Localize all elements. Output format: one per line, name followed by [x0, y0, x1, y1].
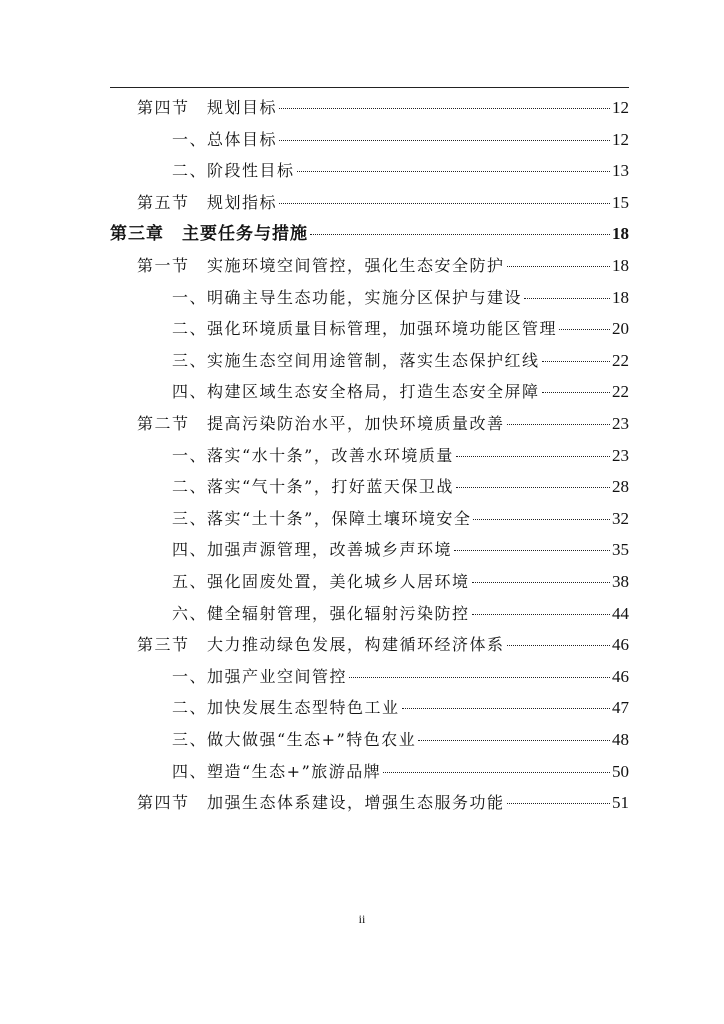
toc-entry-page: 18: [612, 256, 629, 275]
toc-entry-page: 35: [612, 540, 629, 559]
toc-dot-leader: [418, 740, 610, 741]
toc-dot-leader: [349, 677, 610, 678]
toc-entry-section[interactable]: [137, 93, 629, 123]
toc-entry-item[interactable]: [172, 567, 629, 597]
toc-entry-page: 22: [612, 351, 629, 370]
toc-entry-page: 44: [612, 604, 629, 623]
toc-entry-page: 12: [612, 130, 629, 149]
toc-entry-item[interactable]: [172, 504, 629, 534]
toc-dot-leader: [279, 108, 610, 109]
toc-dot-leader: [472, 582, 610, 583]
toc-entry-page: 32: [612, 509, 629, 528]
toc-entry-title: 第四节 规划目标: [137, 98, 278, 117]
toc-entry-title: 五、强化固废处置，美化城乡人居环境: [172, 572, 470, 591]
toc-entry-page: 23: [612, 414, 629, 433]
toc-entry-chapter[interactable]: [110, 219, 629, 249]
toc-entry-title: 三、做大做强“生态+”特色农业: [172, 730, 417, 749]
toc-dot-leader: [279, 203, 610, 204]
toc-entry-page: 23: [612, 446, 629, 465]
toc-dot-leader: [507, 645, 610, 646]
toc-entry-title: 三、落实“土十条”，保障土壤环境安全: [172, 509, 472, 528]
toc-entry-item[interactable]: [172, 757, 629, 787]
toc-entry-section[interactable]: [137, 188, 629, 218]
toc-dot-leader: [473, 519, 610, 520]
toc-dot-leader: [456, 487, 610, 488]
toc-entry-item[interactable]: [172, 725, 629, 755]
toc-dot-leader: [383, 772, 610, 773]
header-rule: [110, 87, 629, 88]
toc-entry-title: 一、加强产业空间管控: [172, 667, 348, 686]
toc-entry-title: 一、明确主导生态功能，实施分区保护与建设: [172, 288, 523, 307]
toc-entry-title: 一、总体目标: [172, 130, 278, 149]
toc-entry-page: 28: [612, 477, 629, 496]
toc-entry-page: 12: [612, 98, 629, 117]
toc-entry-title: 第一节 实施环境空间管控，强化生态安全防护: [137, 256, 505, 275]
toc-entry-title: 第四节 加强生态体系建设，增强生态服务功能: [137, 793, 505, 812]
toc-entry-item[interactable]: [172, 377, 629, 407]
toc-entry-page: 46: [612, 635, 629, 654]
toc-entry-item[interactable]: [172, 156, 629, 186]
toc-entry-section[interactable]: [137, 409, 629, 439]
toc-entry-page: 50: [612, 762, 629, 781]
toc-dot-leader: [507, 803, 610, 804]
toc-entry-title: 二、阶段性目标: [172, 161, 295, 180]
toc-entry-item[interactable]: [172, 346, 629, 376]
toc-entry-item[interactable]: [172, 535, 629, 565]
toc-entry-page: 51: [612, 793, 629, 812]
toc-dot-leader: [297, 171, 610, 172]
toc-entry-page: 38: [612, 572, 629, 591]
toc-entry-title: 第三节 大力推动绿色发展，构建循环经济体系: [137, 635, 505, 654]
toc-dot-leader: [559, 329, 610, 330]
toc-dot-leader: [524, 298, 610, 299]
toc-entry-section[interactable]: [137, 788, 629, 818]
toc-dot-leader: [454, 550, 610, 551]
toc-dot-leader: [542, 361, 610, 362]
toc-dot-leader: [456, 456, 610, 457]
toc-entry-page: 46: [612, 667, 629, 686]
toc-entry-title: 二、加快发展生态型特色工业: [172, 698, 400, 717]
toc-entry-item[interactable]: [172, 472, 629, 502]
toc-entry-title: 第三章 主要任务与措施: [110, 224, 308, 244]
toc-entry-item[interactable]: [172, 599, 629, 629]
toc-entry-item[interactable]: [172, 441, 629, 471]
toc-dot-leader: [402, 708, 610, 709]
toc-dot-leader: [507, 266, 610, 267]
toc-entry-title: 四、构建区域生态安全格局，打造生态安全屏障: [172, 382, 540, 401]
toc-dot-leader: [279, 140, 610, 141]
toc-entry-page: 22: [612, 382, 629, 401]
toc-entry-item[interactable]: [172, 283, 629, 313]
toc-entry-title: 四、塑造“生态+”旅游品牌: [172, 762, 382, 781]
toc-entry-section[interactable]: [137, 251, 629, 281]
toc-entry-title: 三、实施生态空间用途管制，落实生态保护红线: [172, 351, 540, 370]
toc-entry-section[interactable]: [137, 630, 629, 660]
toc-entry-page: 15: [612, 193, 629, 212]
toc-entry-item[interactable]: [172, 314, 629, 344]
page-number: ii: [358, 912, 366, 926]
toc-entry-page: 48: [612, 730, 629, 749]
toc-entry-title: 四、加强声源管理，改善城乡声环境: [172, 540, 453, 559]
toc-entry-title: 六、健全辐射管理，强化辐射污染防控: [172, 604, 470, 623]
toc-entry-item[interactable]: [172, 125, 629, 155]
toc-dot-leader: [310, 234, 610, 235]
toc-entry-item[interactable]: [172, 662, 629, 692]
toc-dot-leader: [507, 424, 610, 425]
toc-entry-page: 18: [612, 224, 629, 243]
toc-entry-page: 20: [612, 319, 629, 338]
toc-entry-page: 47: [612, 698, 629, 717]
toc-entry-title: 第二节 提高污染防治水平，加快环境质量改善: [137, 414, 505, 433]
toc-entry-title: 一、落实“水十条”，改善水环境质量: [172, 446, 454, 465]
toc-entry-title: 二、落实“气十条”，打好蓝天保卫战: [172, 477, 454, 496]
toc-entry-page: 18: [612, 288, 629, 307]
toc-entry-title: 二、强化环境质量目标管理，加强环境功能区管理: [172, 319, 558, 338]
toc-entry-item[interactable]: [172, 693, 629, 723]
toc-entry-title: 第五节 规划指标: [137, 193, 278, 212]
toc-dot-leader: [542, 392, 610, 393]
toc-entry-page: 13: [612, 161, 629, 180]
toc-dot-leader: [472, 614, 610, 615]
